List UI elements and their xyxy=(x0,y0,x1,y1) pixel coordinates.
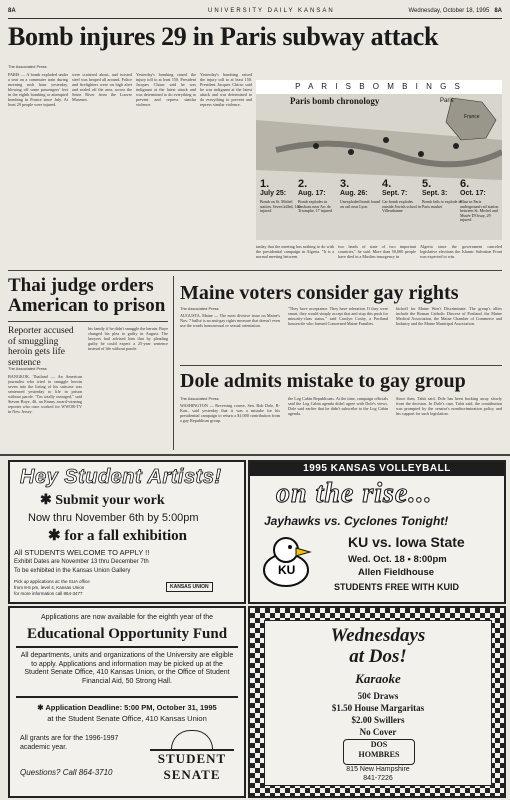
story1-headline: Bomb injures 29 in Paris subway attack xyxy=(8,22,439,51)
volleyball-free: STUDENTS FREE WITH KUID xyxy=(334,582,459,592)
artists-fine2: from 8-5 pm, level 4, Kansas Union xyxy=(14,585,85,590)
karaoke-deal1: 50¢ Draws xyxy=(357,691,399,701)
fund-rule2 xyxy=(16,696,238,698)
artists-line4: All STUDENTS WELCOME TO APPLY !! xyxy=(14,548,150,557)
map-event-4-number: 4. xyxy=(382,178,392,190)
story1-col3: Yesterday's bombing raised the injury toll to at least 150. President Jacques Chirac said he was indignant at the latest attack and was determined to do everything to prevent and repress similar violence. xyxy=(136,72,196,107)
map-france-label: France xyxy=(464,114,480,120)
fund-grants: All grants are for the 1996-1997 academic year. xyxy=(20,735,119,751)
story1-col3b: Yesterday's bombing raised the injury toll to at least 150. President Jacques Chirac said he was indignant at the latest attack and was determined to do everything to prevent and repress similar violence. xyxy=(200,72,252,107)
volleyball-band: 1995 KANSAS VOLLEYBALL xyxy=(250,462,504,476)
jayhawk-mascot-icon xyxy=(256,532,316,592)
map-event-4-date: Sept. 7: xyxy=(382,190,408,197)
senate-logo-line1: STUDENT xyxy=(150,749,234,767)
map-event-2-number: 2. xyxy=(298,178,308,190)
volleyball-where: Allen Fieldhouse xyxy=(358,567,435,578)
story2-rule xyxy=(8,321,168,322)
senate-dome-icon xyxy=(171,730,213,749)
karaoke-deal2: $1.50 House Margaritas xyxy=(331,703,425,713)
map-event-6-number: 6. xyxy=(460,178,470,190)
story3-byline: The Associated Press xyxy=(180,306,219,311)
ad-volleyball xyxy=(248,460,506,604)
ad-karaoke xyxy=(248,606,506,798)
fund-body: All departments, units and organizations of the University are eligible to apply. Applications and information may be picked up at the Student Senate Office, 410 Kansas Union, or the Office of Student Financial Aid, 50 Strong Hall. xyxy=(20,652,234,685)
map-event-1-date: July 25: xyxy=(260,190,287,197)
story3-col1: AUGUSTA, Maine — The most divisive issue on Maine's Nov. 7 ballot is an anti-gay rights measure that doesn't even use the words homosexual or sexual orientation. xyxy=(180,313,280,328)
story2-byline: The Associated Press xyxy=(8,366,47,371)
map-event-1-number: 1. xyxy=(260,178,270,190)
divider-2 xyxy=(180,365,502,366)
karaoke-phone: 841-7226 xyxy=(363,775,393,782)
map-paris-label: Paris xyxy=(440,98,454,104)
volleyball-vs: KU vs. Iowa State xyxy=(348,534,465,550)
story3-col3: kickoff for Maine Won't Discriminate. The group's allies include the Roman Catholic Diocese of Portland, the Maine Medical Association, the Maine Chamber of Commerce and Industry and the Maine Municipal Association. xyxy=(396,306,502,326)
dos-logo-line2: HOMBRES xyxy=(358,750,400,759)
svg-text:KU: KU xyxy=(278,563,296,577)
dos-hombres-logo xyxy=(343,739,415,765)
map-event-6-date: Oct. 17: xyxy=(460,190,486,197)
page-date: Wednesday, October 18, 1995 8A xyxy=(408,8,502,14)
story3-headline: Maine voters consider gay rights xyxy=(180,282,459,304)
artists-fine1: Pick up applications at: the SUA office xyxy=(14,579,90,584)
map-event-1-caption: Bomb on St. Michel station, Seven killed, 140 injured xyxy=(260,199,301,213)
story1-col1: PARIS — A bomb exploded under a seat on a commuter train during morning rush hour yesterday, blowing off some passengers' feet in the eighth bombing or attempted bombing in France since July. At least 29 people were injured. xyxy=(8,72,68,107)
artists-line1: ✱ Submit your work xyxy=(40,493,165,508)
divider-v1 xyxy=(173,276,174,450)
fund-questions: Questions? Call 864-3710 xyxy=(20,768,113,777)
senate-logo-line2: SENATE xyxy=(163,767,221,782)
map-title: Paris bomb chronology xyxy=(290,96,380,106)
artists-line5: Exhibit Dates are November 13 thru December 7th xyxy=(14,559,149,565)
kansas-union-logo: KANSAS UNION xyxy=(166,582,213,592)
story2-headline: Thai judge orders American to prison xyxy=(8,275,166,316)
karaoke-inner xyxy=(264,620,492,786)
map-event-4-caption: Car bomb explodes outside Jewish school in Villeurbanne xyxy=(382,199,421,213)
story4-headline: Dole admits mistake to gay group xyxy=(180,370,466,392)
story4-col2: the Log Cabin Republicans. At the time, campaign officials said the Log Cabin agenda didn't agree with Dole's views. Dole said earlier that he didn't subscribe to the Log Cabin agenda. xyxy=(288,396,388,416)
fund-intro: Applications are now available for the eighth year of the xyxy=(41,614,213,621)
story1-col2: were scattered about, and twisted steel was heaped all around. Police and firefighters were on high alert and sealed off the area, across the Seine River from the Louvre Museum. xyxy=(72,72,132,102)
story4-byline: The Associated Press xyxy=(180,396,219,401)
artists-line3: ✱ for a fall exhibition xyxy=(48,528,187,544)
artists-line2: Now thru November 6th by 5:00pm xyxy=(28,512,199,524)
volleyball-matchup: Jayhawks vs. Cyclones Tonight! xyxy=(264,514,449,528)
map-event-5-date: Sept. 3: xyxy=(422,190,448,197)
story2-col2: his family if he didn't smuggle the heroin. Boye changed his plea to guilty in August. The lawyers had advised him that by pleading guilty he could expect a 25-year sentence instead of life without parole. xyxy=(88,326,168,351)
ad-student-artists xyxy=(8,460,246,604)
story3-col2: "They have acceptance. They have toleration. If they were smart, they would simply accept that and stop this push for minority-class status," said Carolyn Cosby, a Portland housewife who formed Concerned Maine Families. xyxy=(288,306,388,326)
map-event-3-caption: Unexploded bomb found on rail near Lyon xyxy=(340,199,380,209)
ad-opportunity-fund xyxy=(8,606,246,798)
volleyball-when: Wed. Oct. 18 • 8:00pm xyxy=(348,554,447,565)
map-event-2-caption: Bomb explodes in trashcan near Arc de Triomphe, 17 injured xyxy=(298,199,332,213)
story2-subhead: Reporter accused of smuggling heroin gets life sentence xyxy=(8,326,74,368)
fund-rule xyxy=(16,646,238,648)
page-label: 8A xyxy=(8,8,16,14)
publication-name: UNIVERSITY DAILY KANSAN xyxy=(208,8,335,14)
map-event-3-date: Aug. 26: xyxy=(340,190,368,197)
karaoke-subtitle: Karaoke xyxy=(355,671,401,686)
map-event-2-date: Aug. 17: xyxy=(298,190,326,197)
map-event-5-caption: Bomb fails to explode in Paris market xyxy=(422,199,462,209)
karaoke-deal3: $2.00 Swillers xyxy=(351,715,405,725)
artists-fine3: for more information call 864-3477 xyxy=(14,591,83,596)
map-event-3-number: 3. xyxy=(340,178,350,190)
story1-col6: Algeria since the government canceled legislative elections the Islamic Salvation Front was expected to win. xyxy=(420,244,502,259)
story4-col3: Since then, Tabit said, Dole has been backing away slowly from the decision. In Dole's case, Tabit said, the contribution was prompted by the senator's nondiscrimination policy and his support for such legislation. xyxy=(396,396,502,416)
fund-deadline: ✱ Application Deadline: 5:00 PM, October 31, 1995 xyxy=(37,703,217,712)
story2-col1: BANGKOK, Thailand — An American journalist who tried to smuggle heroin seven into the listing of his suitcase was sentenced yesterday to life in prison without parole. "I'm totally outraged," said Steven Boye, 46, an Emmy award-winning reporter who once worked for WWOR-TV in New Jersey. xyxy=(8,374,82,414)
volleyball-title: on the rise... xyxy=(276,478,433,509)
dos-logo-line1: DOS xyxy=(370,740,388,749)
karaoke-title1: Wednesdays xyxy=(330,625,426,646)
karaoke-address: 815 New Hampshire xyxy=(346,766,410,773)
karaoke-deal4: No Cover xyxy=(359,727,397,737)
map-event-5-number: 5. xyxy=(422,178,432,190)
divider-1 xyxy=(8,270,502,271)
fund-title: Educational Opportunity Fund xyxy=(26,626,228,642)
divider-3 xyxy=(0,454,510,456)
map-event-6-caption: Blast in Paris underground rail station between St. Michel and Musée D'Orsay, 29 injured xyxy=(460,199,499,222)
page-header xyxy=(8,6,502,19)
artists-line6: To be exhibited in the Kansas Union Gallery xyxy=(14,568,131,574)
story1-col5: two heads of state of two important countries," he said. More than 50,000 people have died in a Muslim insurgency in xyxy=(338,244,416,259)
story1-col4: tarday that the meeting has nothing to do with the presidential campaign in Algeria. "It is a normal meeting between xyxy=(256,244,334,259)
student-senate-logo xyxy=(150,730,234,786)
artists-title: Hey Student Artists! xyxy=(20,466,222,488)
story4-col1: WASHINGTON — Reversing course, Sen. Bob Dole, R-Kan., said yesterday that it was a mistake for his presidential campaign to return a $1,000 contribution from a gay Republican group. xyxy=(180,403,280,423)
fund-deadline2: at the Student Senate Office, 410 Kansas Union xyxy=(47,714,207,723)
map-band: P A R I S B O M B I N G S xyxy=(256,80,502,94)
story1-byline: The Associated Press xyxy=(8,64,47,69)
paris-bombings-map xyxy=(256,80,502,240)
karaoke-title2: at Dos! xyxy=(349,646,407,667)
